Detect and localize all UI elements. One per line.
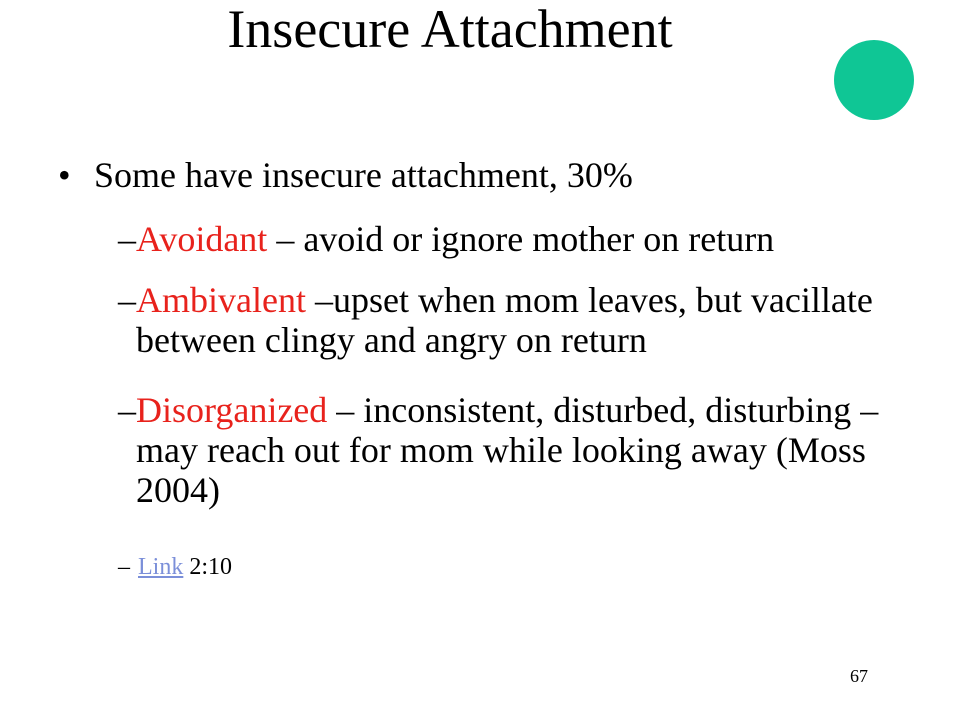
subitem-ambivalent	[118, 280, 918, 360]
link-duration: 2:10	[183, 554, 232, 580]
subitem-avoidant	[118, 219, 918, 259]
teal-circle-decoration	[834, 40, 914, 120]
dash-marker: –	[118, 280, 136, 320]
bullet-marker: •	[58, 155, 71, 195]
slide-title: Insecure Attachment	[227, 0, 673, 59]
term-disorganized: Disorganized	[136, 390, 328, 430]
page-number: 67	[850, 666, 868, 686]
term-avoidant: Avoidant	[136, 219, 268, 259]
disorganized-description: – inconsistent, disturbed, disturbing – may reach out for mom while looking away (Moss 2004)	[136, 390, 879, 510]
subitem-link	[118, 552, 918, 582]
main-bullet	[58, 153, 633, 197]
main-bullet-text: Some have insecure attachment, 30%	[94, 155, 633, 195]
avoidant-description: – avoid or ignore mother on return	[267, 219, 775, 259]
subitem-disorganized	[118, 390, 918, 510]
dash-marker: –	[118, 219, 136, 259]
ambivalent-description: –upset when mom leaves, but vacillate between clingy and angry on return	[136, 280, 873, 360]
video-link[interactable]: Link	[138, 554, 184, 580]
dash-marker: –	[118, 554, 130, 580]
dash-marker: –	[118, 390, 136, 430]
term-ambivalent: Ambivalent	[136, 280, 306, 320]
